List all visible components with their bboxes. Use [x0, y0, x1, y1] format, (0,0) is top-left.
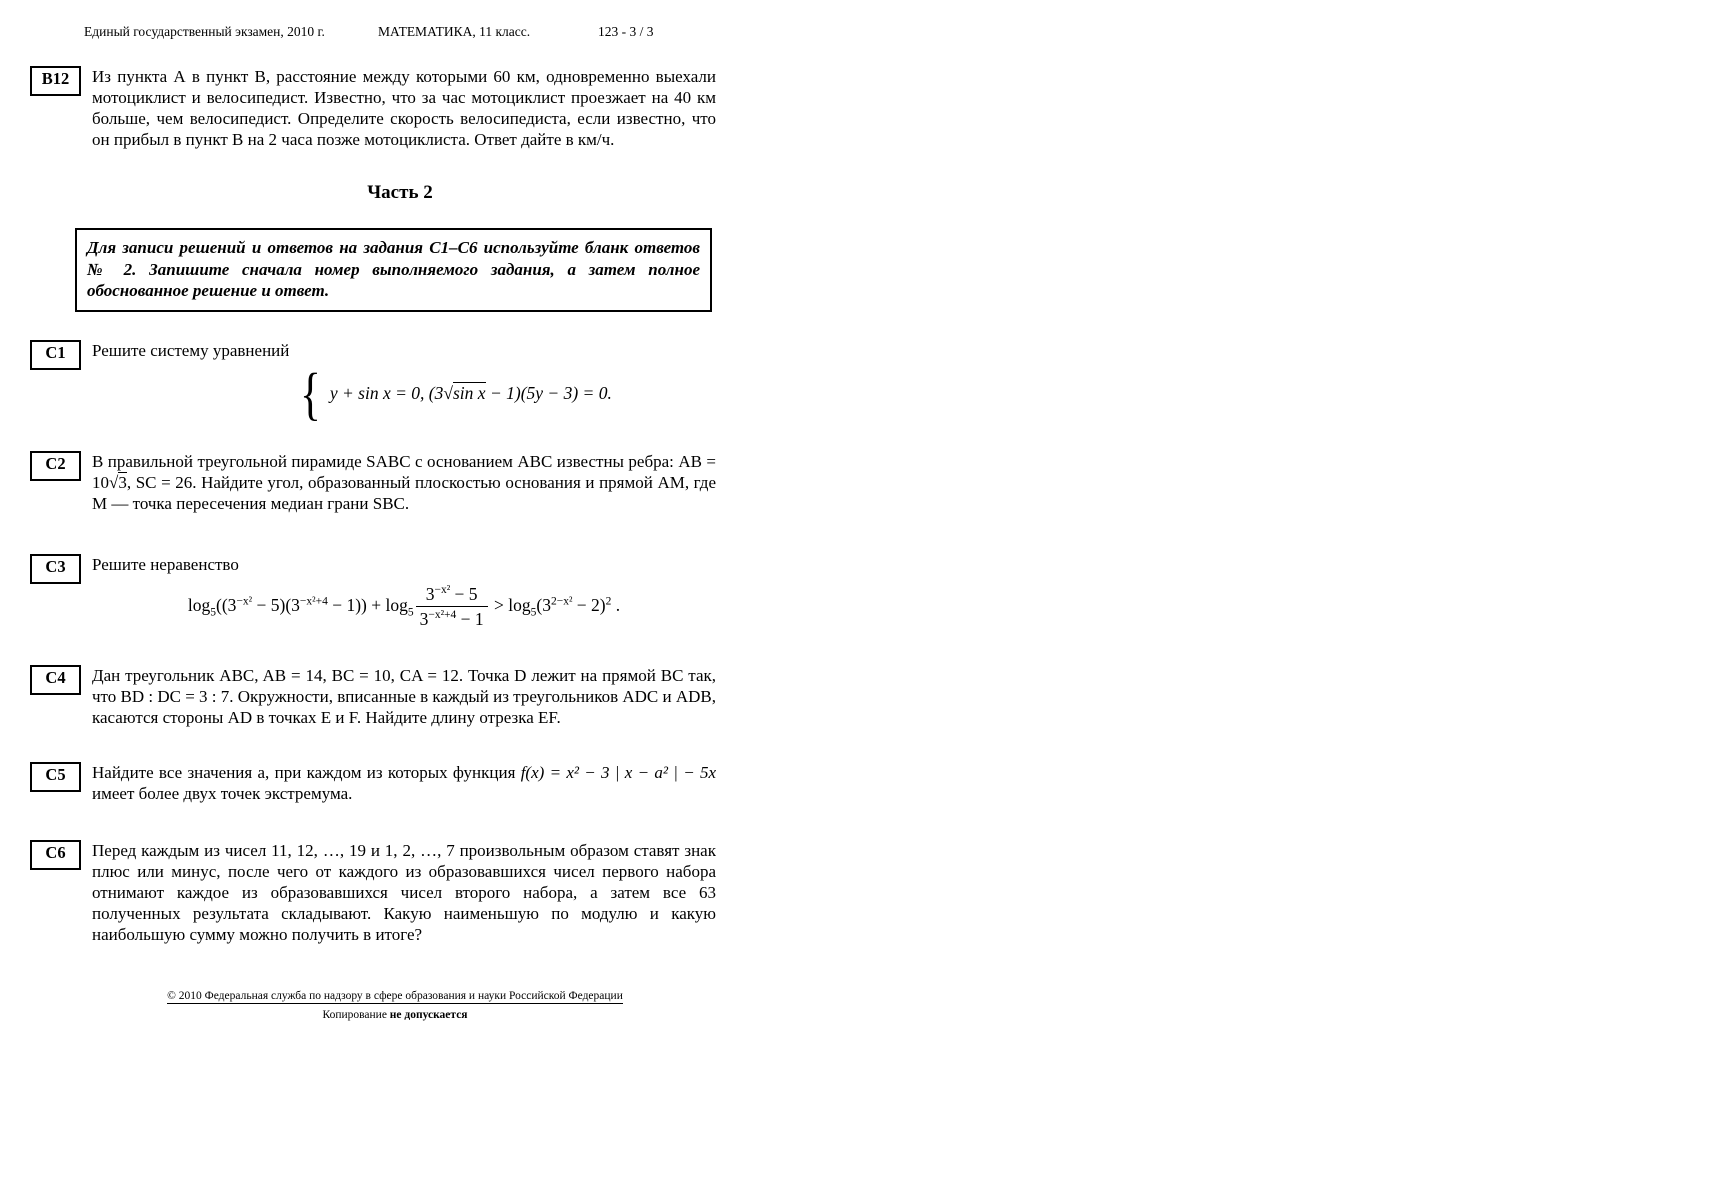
text-run: Копирование	[322, 1009, 390, 1022]
math-run: log	[187, 594, 211, 615]
header-subject: МАТЕМАТИКА, 11 класс.	[378, 24, 531, 39]
math-run: − 1)(5y − 3) = 0.	[485, 383, 612, 403]
problem-text-c2	[92, 451, 716, 514]
system-equations	[330, 380, 612, 407]
problem-label-c5: С5	[30, 762, 81, 792]
problem-text-c3: Решите неравенство	[92, 554, 239, 574]
log-base: 5	[210, 606, 217, 619]
problem-body-b12	[92, 66, 716, 150]
math-run: 3	[425, 583, 435, 604]
text-run: Найдите все значения a, при каждом из которых функция	[92, 762, 521, 782]
exponent: −x²+4	[428, 609, 457, 622]
radicand: 3	[118, 472, 127, 492]
problem-body-c3	[92, 554, 716, 635]
header-page-number: 123 - 3 / 3	[598, 24, 654, 39]
problem-text-b12: Из пункта А в пункт В, расстояние между которыми 60 км, одновременно выехали мотоциклист и велосипедист. Известно, что за час мотоциклист проезжает на 40 км больше, чем велосипедист. Определите скорость велосипедиста, если известно, что он прибыл в пункт В на 2 часа позже мотоциклиста. Ответ дайте в км/ч.	[92, 67, 716, 149]
problem-c4	[30, 665, 1720, 728]
math-run: ((3	[216, 594, 237, 615]
exponent: −x²	[236, 594, 253, 607]
log-base: 5	[530, 606, 537, 619]
copyright-text: © 2010 Федеральная служба по надзору в сфере образования и науки Российской Федерации	[167, 989, 623, 1002]
problem-text-c1: Решите систему уравнений	[92, 340, 290, 360]
exponent: −x²	[434, 583, 451, 596]
exponent: 2	[605, 594, 612, 607]
problem-label-c2: С2	[30, 451, 81, 481]
instruction-text: Для записи решений и ответов на задания С1–С6 используйте бланк ответов № 2. Запишите сначала номер выполняемого задания, а затем полное обоснованное решение и ответ.	[87, 238, 700, 300]
math-run: (3	[536, 594, 551, 615]
c3-inequality-formula	[92, 583, 716, 631]
problem-label-b12: В12	[30, 66, 81, 96]
page-header	[84, 24, 724, 40]
exponent: 2−x²	[550, 594, 573, 607]
log-base: 5	[407, 606, 414, 619]
math-run: 3	[419, 609, 429, 630]
problem-body-c4	[92, 665, 716, 728]
problem-label-c4: С4	[30, 665, 81, 695]
problem-body-c6	[92, 840, 716, 945]
problem-body-c1	[92, 340, 716, 425]
text-run: имеет более двух точек экстремума.	[92, 783, 353, 803]
equation-2	[429, 382, 612, 403]
c1-equation-system	[300, 360, 716, 426]
problem-body-c2	[92, 451, 716, 514]
math-run: − 5)(3	[252, 594, 300, 615]
problem-text-c6: Перед каждым из чисел 11, 12, …, 19 и 1, 2, …, 7 произвольным образом ставят знак плюс или минус, после чего от каждого из образовавшихся чисел первого набора отнимают каждое из образовавшихся чисел второго набора, а затем все 63 полученных результата складывают. Какую наименьшую по модулю и какую наибольшую сумму можно получить в итоге?	[92, 840, 716, 944]
numerator	[416, 583, 488, 608]
problem-body-c5	[92, 762, 716, 804]
problem-text-c5	[92, 762, 716, 804]
math-run: − 2)	[572, 594, 606, 615]
problem-text-c4: Дан треугольник ABC, AB = 14, BC = 10, CA = 12. Точка D лежит на прямой BC так, что BD : DC = 3 : 7. Окружности, вписанные в каждый из треугольников ADC и ADB, касаются стороны AD в точках E и F. Найдите длину отрезка EF.	[92, 665, 717, 727]
math-run: y + sin x = 0,	[329, 383, 425, 403]
radicand: sin x	[452, 383, 486, 403]
c5-function-formula: f(x) = x² − 3 | x − a² | − 5x	[520, 762, 716, 782]
fraction	[416, 583, 488, 631]
instruction-box	[75, 228, 712, 312]
problem-label-c1: С1	[30, 340, 81, 370]
problem-c3	[30, 554, 1720, 635]
header-exam-title: Единый государственный экзамен, 2010 г.	[84, 24, 325, 39]
math-run: − 1	[456, 609, 484, 630]
problem-b12	[30, 66, 1720, 150]
denominator	[416, 607, 488, 631]
problem-c5	[30, 762, 1720, 804]
problem-label-c6: С6	[30, 840, 81, 870]
problem-c2	[30, 451, 1720, 514]
copyright-line	[45, 987, 745, 1007]
exponent: −x²+4	[299, 594, 328, 607]
math-run: − 1)) + log	[327, 594, 408, 615]
problem-c6	[30, 840, 1720, 945]
math-run: (3√	[428, 383, 453, 403]
math-run: > log	[489, 594, 531, 615]
text-run: В правильной треугольной пирамиде SABC с основанием ABC известны ребра: AB = 10√	[92, 451, 716, 492]
part2-heading: Часть 2	[367, 182, 433, 203]
math-run: − 5	[450, 583, 478, 604]
equation-1	[330, 383, 425, 403]
copy-prohibited-line	[45, 1006, 745, 1026]
system-brace: {	[300, 360, 321, 426]
problem-c1	[30, 340, 1720, 425]
text-run: , SC = 26. Найдите угол, образованный плоскостью основания и прямой AM, где M — точка пересечения медиан грани SBC.	[92, 472, 716, 513]
math-run: .	[611, 594, 621, 615]
page-footer	[45, 987, 745, 1026]
problem-label-c3: С3	[30, 554, 81, 584]
text-run-bold: не допускается	[389, 1009, 468, 1022]
